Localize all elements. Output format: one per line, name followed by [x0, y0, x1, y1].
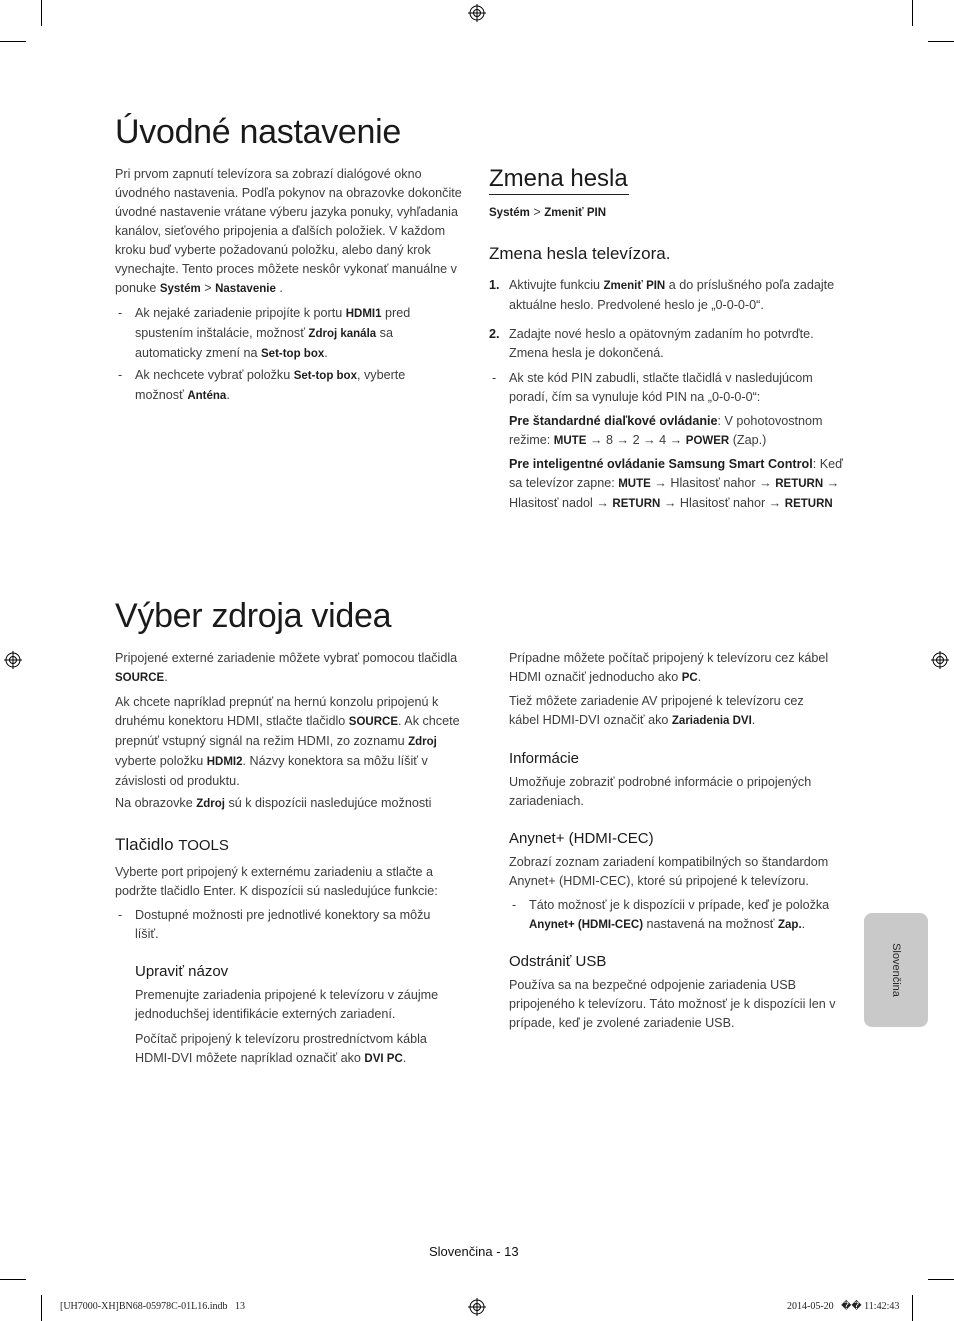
- paragraph: Používa sa na bezpečné odpojenie zariadenia USB pripojeného k televízoru. Táto možnosť je k dispozícii len v prípade, keď je zvolené zariadenie USB.: [509, 978, 836, 1030]
- bullet-item: [135, 304, 435, 364]
- option-name: Anynet+ (HDMI-CEC): [529, 919, 644, 931]
- text: . Názvy konektora sa môžu líšiť v závislosti od produktu.: [115, 754, 428, 788]
- text: → Hlasitosť nahor →: [650, 476, 776, 490]
- text: Na obrazovke: [115, 796, 197, 810]
- button-name: MUTE: [553, 435, 587, 447]
- menu-name: Systém: [159, 283, 201, 295]
- menu-name: Systém: [489, 207, 530, 219]
- crop-mark: [928, 1279, 954, 1280]
- paragraph: Umožňuje zobraziť podrobné informácie o pripojených zariadeniach.: [509, 775, 812, 808]
- bullet-item: Dostupné možnosti pre jednotlivé konektory sa môžu líšiť.: [135, 908, 431, 941]
- crop-mark: [0, 41, 26, 42]
- text: , vyberte možnosť: [135, 368, 406, 402]
- text: .: [751, 713, 756, 727]
- text: a do príslušného poľa zadajte aktuálne heslo. Predvolené heslo je „0-0-0-0“.: [509, 278, 835, 312]
- option-title: Odstrániť USB: [509, 953, 607, 970]
- port-name: HDMI2: [206, 756, 243, 768]
- label: Pre inteligentné ovládanie Samsung Smart Control: [509, 457, 813, 471]
- subsection-title: Zmena hesla: [489, 165, 628, 192]
- text: Ak chcete napríklad prepnúť na hernú konzolu pripojenú k druhému konektoru HDMI, stlačte tlačidlo: [115, 695, 439, 728]
- note-text: Ak ste kód PIN zabudli, stlačte tlačidlá v nasledujúcom poradí, čím sa vynuluje kód PIN na „0-0-0-0“:: [509, 371, 813, 404]
- text: Tlačidlo: [115, 835, 179, 854]
- intro-paragraph: [115, 165, 463, 299]
- option-name: Zdroj kanála: [308, 328, 377, 340]
- option-name: Set-top box: [293, 370, 357, 382]
- page-number: Slovenčina - 13: [429, 1244, 519, 1259]
- text: → 8 → 2 → 4 →: [586, 433, 686, 447]
- button-name: MUTE: [618, 478, 651, 490]
- text: Pripojené externé zariadenie môžete vybrať pomocou tlačidla: [115, 651, 458, 665]
- paragraph: [115, 794, 470, 814]
- option-name: DVI PC: [364, 1053, 403, 1065]
- text: .: [226, 388, 230, 402]
- text: .: [402, 1051, 407, 1065]
- section-title: Výber zdroja videa: [115, 597, 392, 635]
- text: Ak nejaké zariadenie pripojíte k portu: [135, 306, 346, 320]
- print-slug: [UH7000-XH]BN68-05978C-01L16.indb 13: [60, 1301, 245, 1312]
- label: Pre štandardné diaľkové ovládanie: [509, 414, 718, 428]
- standard-remote-instruction: [509, 412, 844, 451]
- menu-name: Zdroj: [196, 798, 225, 810]
- bullet-item: [529, 896, 849, 935]
- text: sú k dispozícii nasledujúce možnosti: [224, 796, 432, 810]
- option-name: PC: [681, 672, 698, 684]
- bullet-dash: -: [118, 368, 123, 382]
- title-underline: [489, 194, 629, 195]
- crop-mark: [928, 41, 954, 42]
- paragraph: [115, 649, 470, 688]
- text: : V pohotovostnom režime:: [509, 414, 823, 447]
- button-name: RETURN: [612, 498, 661, 510]
- text: → Hlasitosť nadol →: [509, 476, 840, 510]
- option-title: Informácie: [509, 750, 580, 767]
- text: .: [324, 346, 328, 360]
- print-timestamp: 2014-05-20 �� 11:42:43: [787, 1301, 900, 1312]
- bullet-dash: -: [512, 898, 517, 912]
- text: Počítač pripojený k televízoru prostredníctvom kábla HDMI-DVI môžete napríklad označiť ako: [135, 1032, 427, 1065]
- language-tab: [864, 913, 928, 1027]
- option-name: Anténa: [187, 390, 227, 402]
- crop-mark: [912, 0, 913, 26]
- crop-mark: [912, 1295, 913, 1321]
- step-number: 1.: [489, 278, 500, 292]
- menu-name: Zmeniť PIN: [544, 207, 607, 219]
- button-name: POWER: [685, 435, 730, 447]
- button-name: SOURCE: [115, 672, 165, 684]
- button-name: TOOLS: [178, 837, 229, 854]
- crop-mark: [41, 0, 42, 26]
- option-title: Upraviť názov: [135, 963, 229, 980]
- button-name: RETURN: [775, 478, 824, 490]
- intro-text: Pri prvom zapnutí televízora sa zobrazí dialógové okno úvodného nastavenia. Podľa pokynov na obrazovke dokončite úvodné nastavenie vrátane výberu jazyka ponuky, vyhľadania kanálov, sieťového pripojenia a ďalších položiek. V každom kroku buď vyberte požadovanú položku, alebo daný krok vynechajte. Tento proces môžete neskôr vykonať manuálne v ponuke: [115, 167, 462, 295]
- section-title: Úvodné nastavenie: [115, 113, 401, 151]
- paragraph: [509, 692, 824, 731]
- text: Tiež môžete zariadenie AV pripojené k televízoru cez kábel HDMI-DVI označiť ako: [509, 694, 804, 727]
- bullet-dash: -: [118, 306, 123, 320]
- step-text: [509, 276, 844, 315]
- text: pred spustením inštalácie, možnosť: [135, 306, 411, 340]
- paragraph: [115, 693, 463, 791]
- step-text: Zadajte nové heslo a opätovným zadaním ho potvrďte. Zmena hesla je dokončená.: [509, 327, 814, 360]
- text: vyberte položku: [115, 754, 207, 768]
- menu-path: [489, 203, 606, 223]
- port-name: HDMI1: [345, 308, 382, 320]
- registration-mark-icon: [931, 651, 949, 669]
- bullet-dash: -: [492, 371, 497, 385]
- text: Aktivujte funkciu: [509, 278, 604, 292]
- paragraph: [135, 1030, 445, 1069]
- text: sa automaticky zmení na: [135, 326, 393, 360]
- paragraph: Zobrazí zoznam zariadení kompatibilných so štandardom Anynet+ (HDMI-CEC), ktoré sú pripojené k televízoru.: [509, 855, 829, 888]
- paragraph: Premenujte zariadenia pripojené k televízoru v záujme jednoduchšej identifikácie externých zariadení.: [135, 988, 439, 1021]
- bullet-item: [135, 366, 435, 406]
- crop-mark: [41, 1295, 42, 1321]
- option-title: Anynet+ (HDMI-CEC): [509, 830, 654, 847]
- text: : Keď sa televízor zapne:: [509, 457, 843, 490]
- option-name: Zap.: [778, 919, 802, 931]
- text: .: [275, 281, 283, 295]
- option-name: Set-top box: [261, 348, 325, 360]
- text: .: [801, 917, 806, 931]
- text: → Hlasitosť nahor →: [660, 496, 785, 510]
- paragraph: [509, 649, 844, 688]
- button-name: RETURN: [784, 498, 833, 510]
- crop-mark: [0, 1279, 26, 1280]
- text: nastavená na možnosť: [643, 917, 778, 931]
- language-tab-label: Slovenčina: [890, 943, 902, 997]
- tools-title: [115, 835, 229, 855]
- text: Táto možnosť je k dispozícii v prípade, keď je položka: [529, 898, 830, 912]
- registration-mark-icon: [468, 4, 486, 22]
- registration-mark-icon: [4, 651, 22, 669]
- text: (Zap.): [729, 433, 767, 447]
- registration-mark-icon: [468, 1298, 486, 1316]
- step-number: 2.: [489, 327, 500, 341]
- menu-separator: >: [200, 281, 216, 295]
- text: Prípadne môžete počítač pripojený k televízoru cez kábel HDMI označiť jednoducho ako: [509, 651, 829, 684]
- option-name: Zariadenia DVI: [671, 715, 752, 727]
- text: . Ak chcete prepnúť vstupný signál na režim HDMI, zo zoznamu: [115, 714, 460, 748]
- text: .: [164, 670, 168, 684]
- smart-remote-instruction: [509, 455, 844, 514]
- menu-name: Nastavenie: [215, 283, 276, 295]
- menu-separator: >: [529, 205, 545, 219]
- option-name: Zmeniť PIN: [603, 280, 666, 292]
- bullet-dash: -: [118, 908, 123, 922]
- menu-name: Zdroj: [408, 736, 437, 748]
- button-name: SOURCE: [348, 716, 398, 728]
- paragraph: Vyberte port pripojený k externému zariadeniu a stlačte a podržte tlačidlo Enter. K dispozícii sú nasledujúce funkcie:: [115, 865, 438, 898]
- text: Ak nechcete vybrať položku: [135, 368, 294, 382]
- section-subtitle: Zmena hesla televízora.: [489, 244, 671, 263]
- text: .: [697, 670, 702, 684]
